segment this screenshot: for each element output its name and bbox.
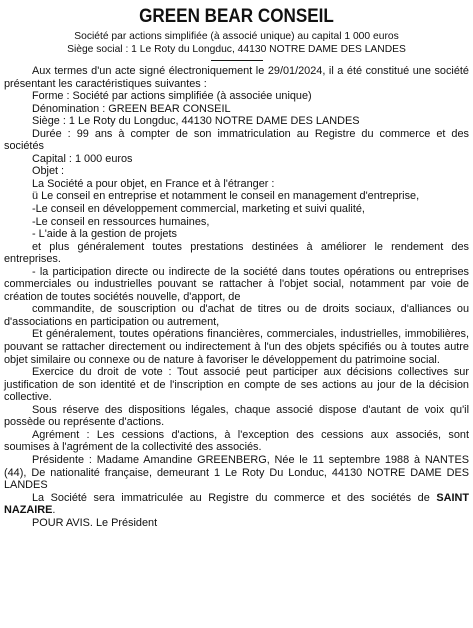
denomination-line: Dénomination : GREEN BEAR CONSEIL <box>32 102 231 115</box>
company-legal-form: Société par actions simplifiée (à associé unique) au capital 1 000 euros <box>74 31 399 42</box>
capital-line: Capital : 1 000 euros <box>32 152 133 165</box>
objet-item-2: -Le conseil en développement commercial, marketing et suivi qualité, <box>32 203 365 216</box>
objet-item-3: -Le conseil en ressources humaines, <box>32 215 210 228</box>
objet-intro: La Société a pour objet, en France et à l'étranger : <box>32 177 275 190</box>
commandite-paragraph: commandite, de souscription ou d'achat de titres ou de droits sociaux, d'alliances ou d'associations en participation ou autrement, <box>4 303 469 328</box>
objet-item-1: ü Le conseil en entreprise et notamment le conseil en management d'entreprise, <box>32 190 420 203</box>
forme-line: Forme : Société par actions simplifiée (à associée unique) <box>32 90 312 103</box>
immatriculation-text: La Société sera immatriculée au Registre du commerce et des sociétés de <box>32 491 437 504</box>
intro-paragraph: Aux termes d'un acte signé électroniquement le 29/01/2024, il a été constitué une société présentant les caractéristiques suivantes : <box>4 65 469 90</box>
objet-item-4: - L'aide à la gestion de projets <box>32 228 177 241</box>
duree-line: Durée : 99 ans à compter de son immatriculation au Registre du commerce et des sociétés <box>4 127 469 153</box>
reserve-paragraph: Sous réserve des dispositions légales, chaque associé dispose d'autant de voix qu'il possède ou représente d'actions. <box>4 403 469 429</box>
presidente-paragraph: Présidente : Madame Amandine GREENBERG, Née le 11 septembre 1988 à NANTES (44), De nationalité française, demeurant 1 Le Roty Du Londuc, 44130 NOTRE DAME DES LANDES <box>4 453 469 492</box>
objet-label: Objet : <box>32 165 65 178</box>
siege-line: Siège : 1 Le Roty du Longduc, 44130 NOTRE DAME DES LANDES <box>32 115 360 128</box>
notice-body <box>4 65 469 529</box>
generalement-paragraph: Et généralement, toutes opérations financières, commerciales, industrielles, immobilières, pouvant se rattacher directement ou indirectement à l'un des objets spécifiés ou à toutes autre objet similaire ou connexe ou de nature à favoriser le développement du patrimoine social. <box>4 328 469 366</box>
immatriculation-end: . <box>52 504 56 517</box>
header-divider <box>211 60 263 61</box>
immatriculation-paragraph <box>4 492 469 517</box>
company-title: GREEN BEAR CONSEIL <box>139 6 334 27</box>
company-registered-office: Siège social : 1 Le Roty du Longduc, 44130 NOTRE DAME DES LANDES <box>67 44 406 55</box>
immatriculation-city: SAINT NAZAIRE <box>4 491 469 517</box>
participation-paragraph: - la participation directe ou indirecte de la société dans toutes opérations ou entreprises commerciales ou industrielles pouvant se rattacher à l'objet social, notamment par voie de création de toutes sociétés nouvelle, d'apport, de <box>4 265 469 303</box>
agrement-paragraph: Agrément : Les cessions d'actions, à l'exception des cessions aux associés, sont soumises à l'agrément de la collectivité des associés. <box>4 428 469 454</box>
objet-item-5: et plus généralement toutes prestations destinées à améliorer le rendement des entreprises. <box>4 240 469 266</box>
vote-paragraph: Exercice du droit de vote : Tout associé peut participer aux décisions collectives sur justification de son identité et de l'inscription en compte de ses actions au jour de la décision collective. <box>4 366 469 404</box>
pour-avis-signature: POUR AVIS. Le Président <box>32 516 158 529</box>
